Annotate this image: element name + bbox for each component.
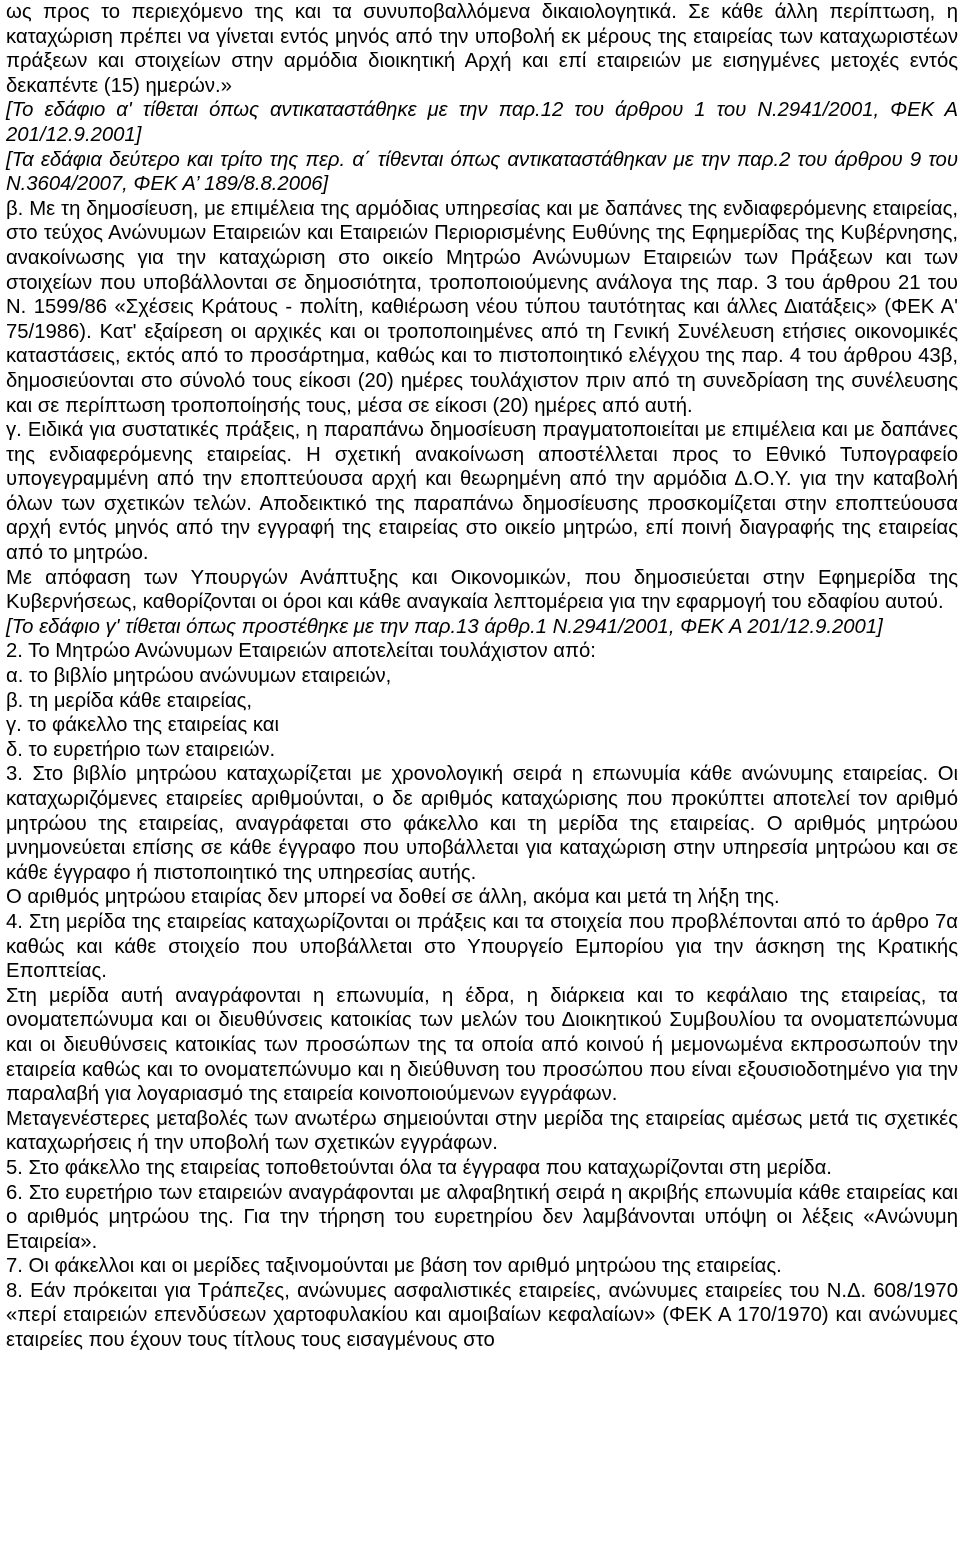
paragraph-registry-number: Ο αριθμός μητρώου εταιρίας δεν μπορεί να δοθεί σε άλλη, ακόμα και μετά τη λήξη της. <box>6 886 780 909</box>
item-7-sorting: 7. Οι φάκελλοι και οι μερίδες ταξινομούνται με βάση τον αριθμό μητρώου της εταιρείας. <box>6 1255 782 1278</box>
list-item-a: α. το βιβλίο μητρώου ανώνυμων εταιρειών, <box>6 665 392 688</box>
paragraph-registration-deadline: ως προς το περιεχόμενο της και τα συνυποβαλλόμενα δικαιολογητικά. Σε κάθε άλλη περίπτωση, η καταχώριση πρέπει να γίνεται εντός μηνός από την υποβολή εκ μέρους της εταιρείας των καταχωριστέων πράξεων και στοιχείων στην αρμόδια διοικητική Αρχή και επί εταιρειών με εισηγμένες μετοχές εντός δεκαπέντε (15) ημερών.» <box>6 1 958 97</box>
item-6-company-index: 6. Στο ευρετήριο των εταιρειών αναγράφονται με αλφαβητική σειρά η ακριβής επωνυμία κάθε εταιρείας και ο αριθμός μητρώου της. Για την τήρηση του ευρετηρίου δεν λαμβάνονται υπόψη οι λέξεις «Ανώνυμη Εταιρεία». <box>6 1181 958 1253</box>
item-3-registry-book: 3. Στο βιβλίο μητρώου καταχωρίζεται με χρονολογική σειρά η επωνυμία κάθε ανώνυμης εταιρείας. Οι καταχωριζόμενες εταιρείες αριθμούνται, ο δε αριθμός καταχώρισης που προκύπτει αποτελεί τον αριθμό μητρώου της εταιρείας, αναγράφεται στο φάκελλο και τη μερίδα της εταιρείας. Ο αριθμός μητρώου μνημονεύεται επίσης σε κάθε έγγραφο που υποβάλλεται για καταχώριση στην υπηρεσία μητρώου και σε κάθε έγγραφο ή πιστοποιητικό της υπηρεσίας αυτής. <box>6 763 958 884</box>
paragraph-ministerial-decision: Με απόφαση των Υπουργών Ανάπτυξης και Οικονομικών, που δημοσιεύεται στην Εφημερίδα της Κυβερνήσεως, καθορίζονται οι όροι και κάθε αναγκαία λεπτομέρεια για την εφαρμογή του εδαφίου αυτού. <box>6 566 958 614</box>
item-4-company-share: 4. Στη μερίδα της εταιρείας καταχωρίζονται οι πράξεις και τα στοιχεία που προβλέπονται από το άρθρο 7α καθώς και κάθε στοιχείο που υποβάλλεται στο Υπουργείο Εμπορίου για την άσκηση της Κρατικής Εποπτείας. <box>6 910 958 983</box>
item-8-banks-insurance: 8. Εάν πρόκειται για Τράπεζες, ανώνυμες ασφαλιστικές εταιρείες, ανώνυμες εταιρείες του Ν.Δ. 608/1970 «περί εταιρειών επενδύσεων χαρτοφυλακίου και αμοιβαίων κεφαλαίων» (ΦΕΚ Α 170/1970) και ανώνυμες εταιρείες που έχουν τους τίτλους τους εισαγμένους στο <box>6 1279 958 1352</box>
paragraph-later-changes: Μεταγενέστερες μεταβολές των ανωτέρω σημειούνται στην μερίδα της εταιρείας αμέσως μετά τις σχετικές καταχωρήσεις ή την υποβολή των σχετικών εγγράφων. <box>6 1107 958 1155</box>
note-paragraph-c: [Το εδάφιο γ' τίθεται όπως προστέθηκε με την παρ.13 άρθρ.1 Ν.2941/2001, ΦΕΚ Α 201/12.9.2001] <box>6 615 883 638</box>
paragraph-b-publication: β. Με τη δημοσίευση, με επιμέλεια της αρμόδιας υπηρεσίας και με δαπάνες της ενδιαφερόμενης εταιρείας, στο τεύχος Ανώνυμων Εταιρειών και Εταιρειών Περιορισμένης Ευθύνης της Εφημερίδας της Κυβέρνησης, ανακοίνωσης για την καταχώριση στο οικείο Μητρώο Ανώνυμων Εταιρειών των Πράξεων και των στοιχείων που υποβάλλονται σε δημοσιότητα, τροποποιούμενης ανάλογα της παρ. 3 του άρθρου 21 του Ν. 1599/86 «Σχέσεις Κράτους - πολίτη, καθιέρωση νέου τύπου ταυτότητας και άλλες Διατάξεις» (ΦΕΚ Α' 75/1986). Κατ' εξαίρεση οι αρχικές και οι τροποποιημένες από τη Γενική Συνέλευση ετήσιες οικονομικές καταστάσεις, εκτός από το προσάρτημα, καθώς και το πιστοποιητικό ελέγχου της παρ. 4 του άρθρου 43β, δημοσιεύονται στο σύνολό τους είκοσι (20) ημέρες τουλάχιστον πριν από τη συνεδρίαση της συνέλευσης και σε περίπτωση τροποποίησής τους, μέσα σε είκοσι (20) ημέρες από αυτή. <box>6 197 958 417</box>
paragraph-c-founding-acts: γ. Ειδικά για συστατικές πράξεις, η παραπάνω δημοσίευση πραγματοποιείται με επιμέλεια και με δαπάνες της ενδιαφερόμενης εταιρείας. Η σχετική ανακοίνωση αποστέλλεται προς το Εθνικό Τυπογραφείο υπογεγραμμένη από την εποπτεύουσα αρχή και θεωρημένη από την αρμόδια Δ.Ο.Υ. για την καταβολή όλων των σχετικών τελών. Αποδεικτικό της παραπάνω δημοσίευσης προσκομίζεται στην εποπτεύουσα αρχή εντός μηνός από την εγγραφή της εταιρείας στο οικείο μητρώο, επί ποινή διαγραφής της εταιρείας από το μητρώο. <box>6 419 958 565</box>
paragraph-share-contents: Στη μερίδα αυτή αναγράφονται η επωνυμία, η έδρα, η διάρκεια και το κεφάλαιο της εταιρείας, τα ονοματεπώνυμα και οι διευθύνσεις κατοικίας των μελών του Διοικητικού Συμβουλίου τα ονοματεπώνυμα και οι διευθύνσεις κατοικίας των προσώπων της τα οποία από κοινού ή μεμονωμένα εκπροσωπούν την εταιρεία καθώς και το ονοματεπώνυμο και η διεύθυνση του προσώπου που είναι εξουσιοδοτημένο για την παραλαβή για λογαριασμό της εταιρεία κοινοποιούμενων εγγράφων. <box>6 984 958 1106</box>
note-paragraph-a: [Το εδάφιο α' τίθεται όπως αντικαταστάθηκε με την παρ.12 του άρθρου 1 του Ν.2941/2001, ΦΕΚ Α 201/12.9.2001] <box>6 99 958 146</box>
item-2-registry-composition: 2. Το Μητρώο Ανώνυμων Εταιρειών αποτελείται τουλάχιστον από: <box>6 640 596 663</box>
list-item-d: δ. το ευρετήριο των εταιρειών. <box>6 738 276 761</box>
list-item-c: γ. το φάκελλο της εταιρείας και <box>6 714 280 737</box>
list-item-b: β. τη μερίδα κάθε εταιρείας, <box>6 689 253 712</box>
note-paragraphs-two-three: [Τα εδάφια δεύτερο και τρίτο της περ. α΄ τίθενται όπως αντικαταστάθηκαν με την παρ.2 του άρθρου 9 του Ν.3604/2007, ΦΕΚ Α’ 189/8.8.2006] <box>6 148 958 196</box>
item-5-company-file: 5. Στο φάκελλο της εταιρείας τοποθετούνται όλα τα έγγραφα που καταχωρίζονται στη μερίδα. <box>6 1156 832 1179</box>
